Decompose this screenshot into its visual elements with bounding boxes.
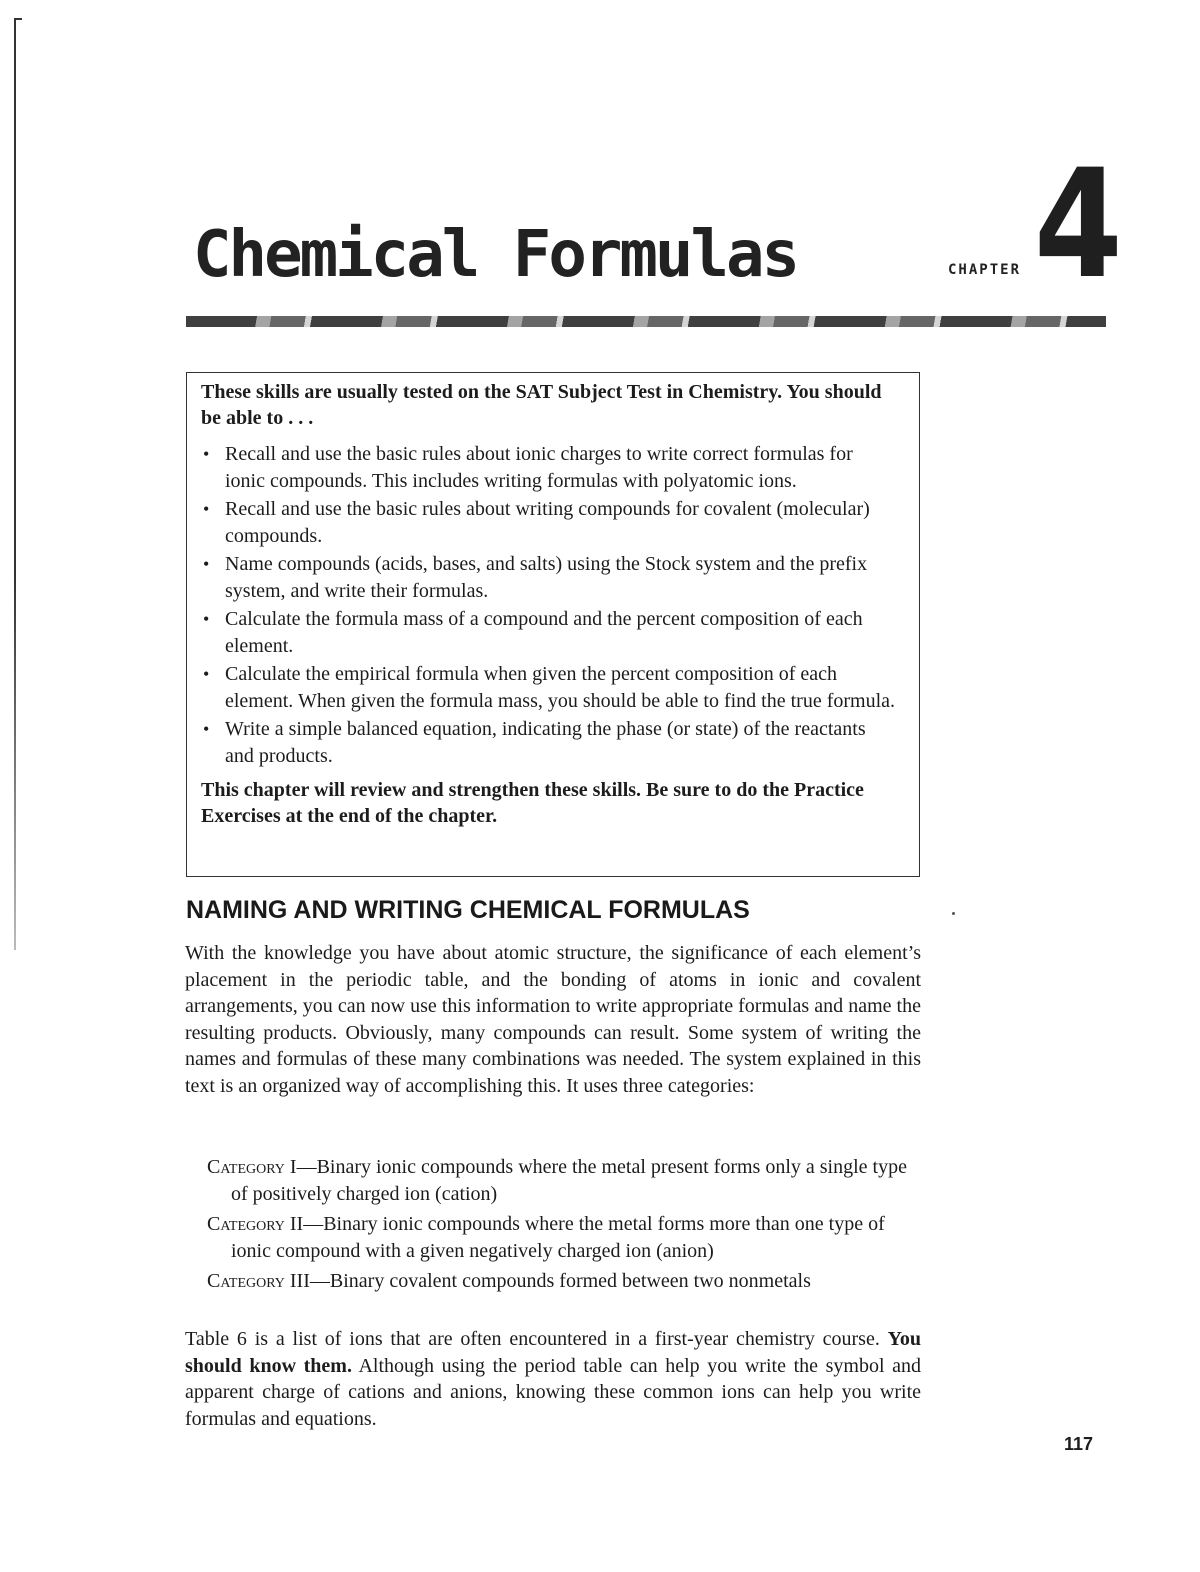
skills-outro: This chapter will review and strengthen these skills. Be sure to do the Practice Exercises at the end of the chapter. (201, 779, 864, 827)
category-list (207, 1154, 919, 1298)
category-description: —Binary covalent compounds formed between two nonmetals (309, 1270, 811, 1292)
scan-margin-line (14, 18, 16, 950)
ions-paragraph: Table 6 is a list of ions that are often encountered in a first-year chemistry course. You should know them. Although using the period table can help you write the symbol and apparent charge of cations and anions, knowing these common ions can help you write formulas and equations. (185, 1328, 922, 1430)
category-description: —Binary ionic compounds where the metal present forms only a single type of positively charged ion (cation) (231, 1156, 907, 1205)
skills-intro: These skills are usually tested on the SAT Subject Test in Chemistry. You should be able to . . . (201, 381, 882, 429)
chapter-number: 4 (1034, 138, 1123, 312)
bullet-icon: • (203, 499, 210, 519)
category-item (207, 1154, 919, 1208)
skills-list-item: • Calculate the empirical formula when given the percent composition of each element. When given the formula mass, you should be able to find the true formula. (203, 663, 896, 712)
bullet-icon: • (203, 444, 210, 464)
category-item (207, 1268, 919, 1295)
category-item (207, 1211, 919, 1265)
section-heading: NAMING AND WRITING CHEMICAL FORMULAS (186, 896, 750, 924)
skills-list-item: • Write a simple balanced equation, indicating the phase (or state) of the reactants and products. (203, 718, 866, 767)
category-label: Category II (207, 1213, 304, 1235)
category-description: —Binary ionic compounds where the metal forms more than one type of ionic compound with a given negatively charged ion (anion) (231, 1213, 885, 1262)
bullet-icon: • (203, 609, 210, 629)
emphasis-text: You should know them. (185, 1328, 922, 1377)
scan-corner-tick (14, 18, 22, 20)
bullet-icon: • (203, 554, 210, 574)
bullet-icon: • (203, 664, 210, 684)
chapter-label: CHAPTER (948, 262, 1022, 278)
skills-list-item: • Recall and use the basic rules about writing compounds for covalent (molecular) compounds. (203, 498, 870, 547)
page-number: 117 (1064, 1434, 1094, 1454)
scan-speck (952, 912, 955, 915)
skills-box (186, 372, 920, 877)
bullet-icon: • (203, 719, 210, 739)
title-divider (186, 316, 1106, 327)
intro-paragraph: With the knowledge you have about atomic structure, the significance of each element’s placement in the periodic table, and the bonding of atoms in ionic and covalent arrangements, you can now use this information to write appropriate formulas and name the resulting products. Obviously, many compounds can result. Some system of writing the names and formulas of these many combinations was needed. The system explained in this text is an organized way of accomplishing this. It uses three categories: (185, 942, 921, 1097)
skills-list-item: • Calculate the formula mass of a compound and the percent composition of each element. (203, 608, 863, 657)
category-label: Category I (207, 1156, 297, 1178)
skills-list-item: • Name compounds (acids, bases, and salts) using the Stock system and the prefix system, and write their formulas. (203, 553, 868, 602)
chapter-title: Chemical Formulas (193, 218, 798, 292)
category-label: Category III (207, 1270, 310, 1292)
skills-list (201, 441, 897, 769)
skills-list-item: • Recall and use the basic rules about ionic charges to write correct formulas for ionic compounds. This includes writing formulas with polyatomic ions. (203, 443, 853, 492)
